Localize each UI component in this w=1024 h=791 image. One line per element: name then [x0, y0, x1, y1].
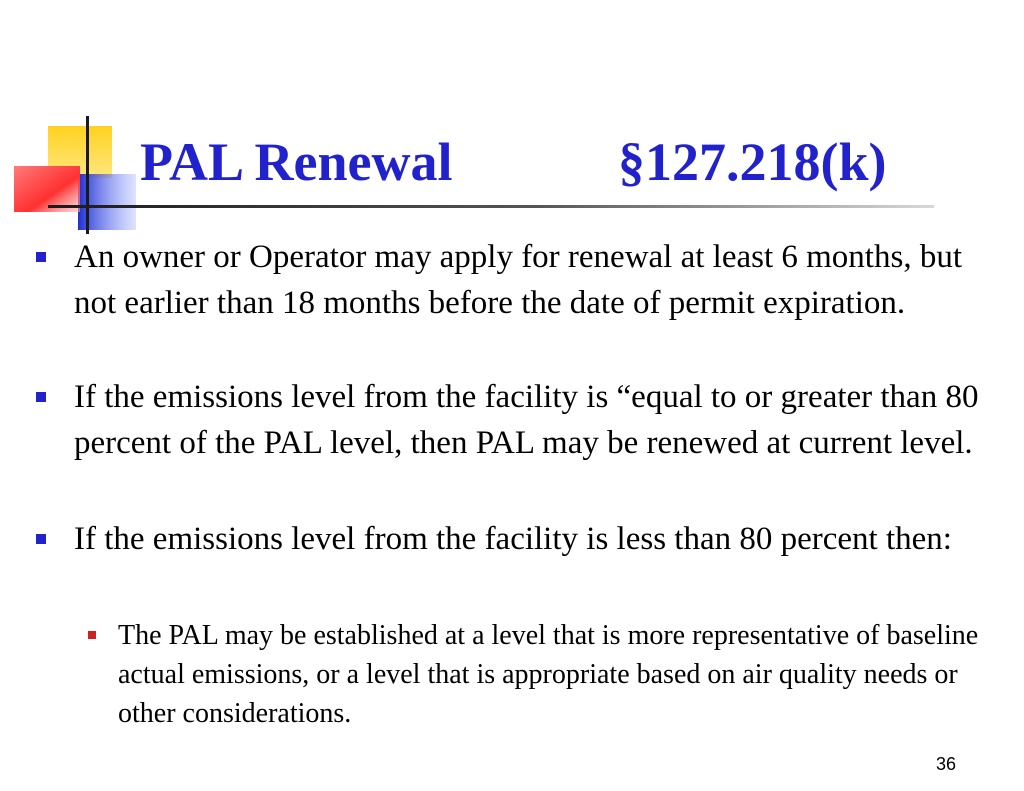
square-bullet-icon [36, 392, 46, 402]
bullet-text: If the emissions level from the facility is less than 80 percent then: [74, 521, 952, 557]
small-square-bullet-icon [88, 631, 96, 639]
bullet-text: If the emissions level from the facility is “equal to or greater than 80 percent of the PAL level, then PAL may be renewed at current level. [74, 379, 979, 461]
square-bullet-icon [36, 252, 46, 262]
bullet-item [74, 516, 1004, 562]
square-bullet-icon [36, 534, 46, 544]
slide-title-section: §127.218(k) [618, 132, 887, 192]
slide-title-main: PAL Renewal [140, 132, 453, 192]
sub-bullet-item [118, 616, 998, 733]
bullet-item [74, 374, 1004, 466]
bullet-text: An owner or Operator may apply for renewal at least 6 months, but not earlier than 18 months before the date of permit expiration. [74, 239, 962, 321]
page-number: 36 [936, 754, 957, 774]
sub-bullet-text: The PAL may be established at a level that is more representative of baseline actual emissions, or a level that is appropriate based on air quality needs or other considerations. [118, 620, 979, 729]
bullet-item [74, 234, 1004, 326]
